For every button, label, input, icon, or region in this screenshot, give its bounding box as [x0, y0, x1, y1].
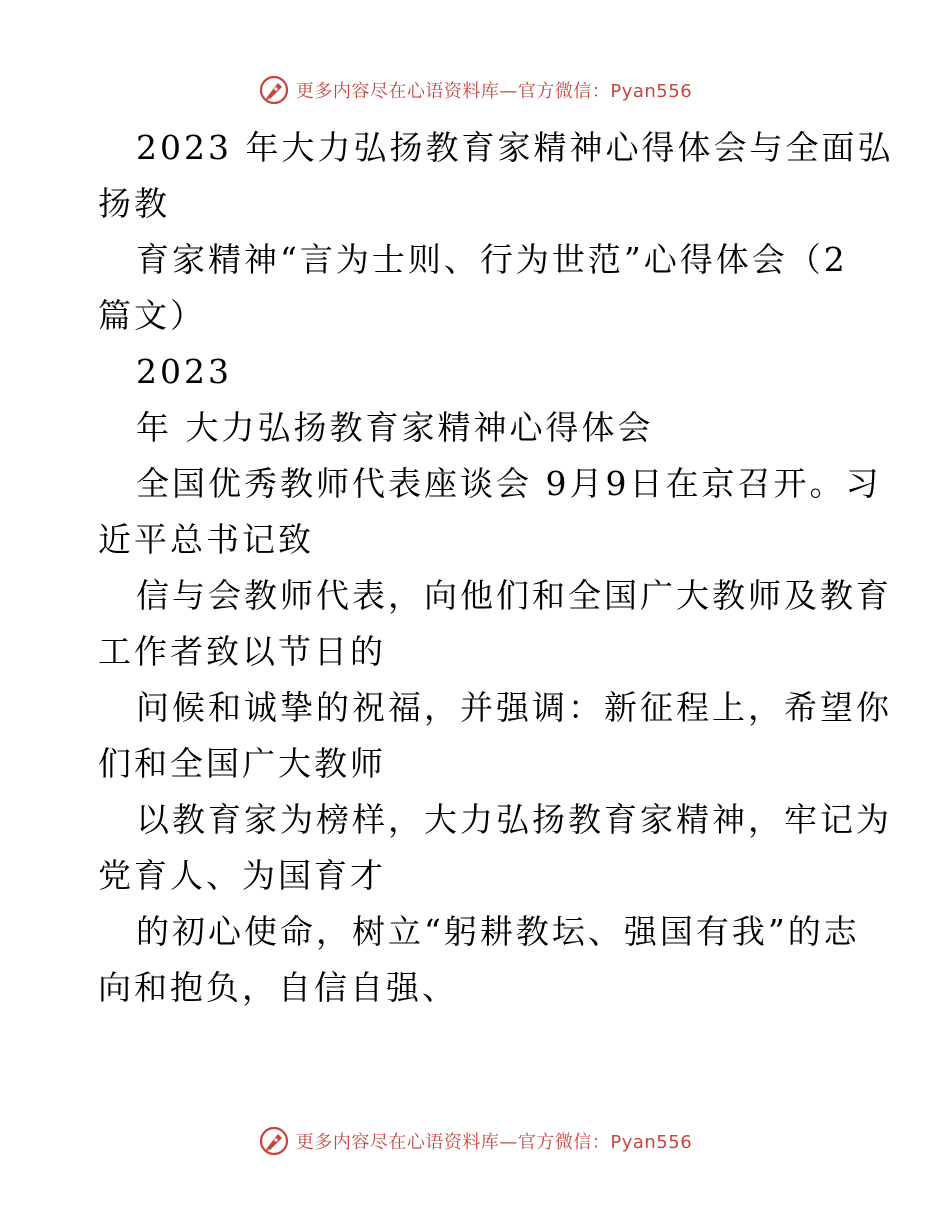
text-line: 党育人、为国育才 [98, 856, 386, 895]
text-line: 扬教 [98, 184, 170, 223]
pen-nib-icon [258, 74, 290, 106]
text-line: 工作者致以节日的 [98, 632, 386, 671]
text-line: 们和全国广大教师 [98, 744, 386, 783]
header-banner [0, 70, 950, 110]
text-line: 的初心使命，树立“躬耕教坛、强国有我”的志 [136, 912, 860, 951]
pen-nib-icon [258, 1125, 290, 1157]
document-body [98, 120, 894, 1016]
text-line: 信与会教师代表，向他们和全国广大教师及教育 [136, 576, 892, 615]
text-line: 向和抱负，自信自强、 [98, 968, 458, 1007]
text-line: 全国优秀教师代表座谈会 9月9日在京召开。习 [136, 464, 882, 503]
text-line: 近平总书记致 [98, 520, 314, 559]
text-line: 2023 [136, 352, 232, 391]
text-line: 育家精神“言为士则、行为世范”心得体会（2 [136, 240, 848, 279]
banner-text: 更多内容尽在心语资料库—官方微信：Pyan556 [295, 81, 693, 102]
footer-banner [0, 1121, 950, 1161]
text-line: 问候和诚挚的祝福，并强调：新征程上，希望你 [136, 688, 892, 727]
text-line: 2023 年大力弘扬教育家精神心得体会与全面弘 [136, 128, 894, 167]
banner-text: 更多内容尽在心语资料库—官方微信：Pyan556 [295, 1132, 693, 1153]
text-line: 以教育家为榜样，大力弘扬教育家精神，牢记为 [136, 800, 892, 839]
text-line: 篇文） [98, 296, 206, 335]
text-line: 年 大力弘扬教育家精神心得体会 [136, 408, 654, 447]
